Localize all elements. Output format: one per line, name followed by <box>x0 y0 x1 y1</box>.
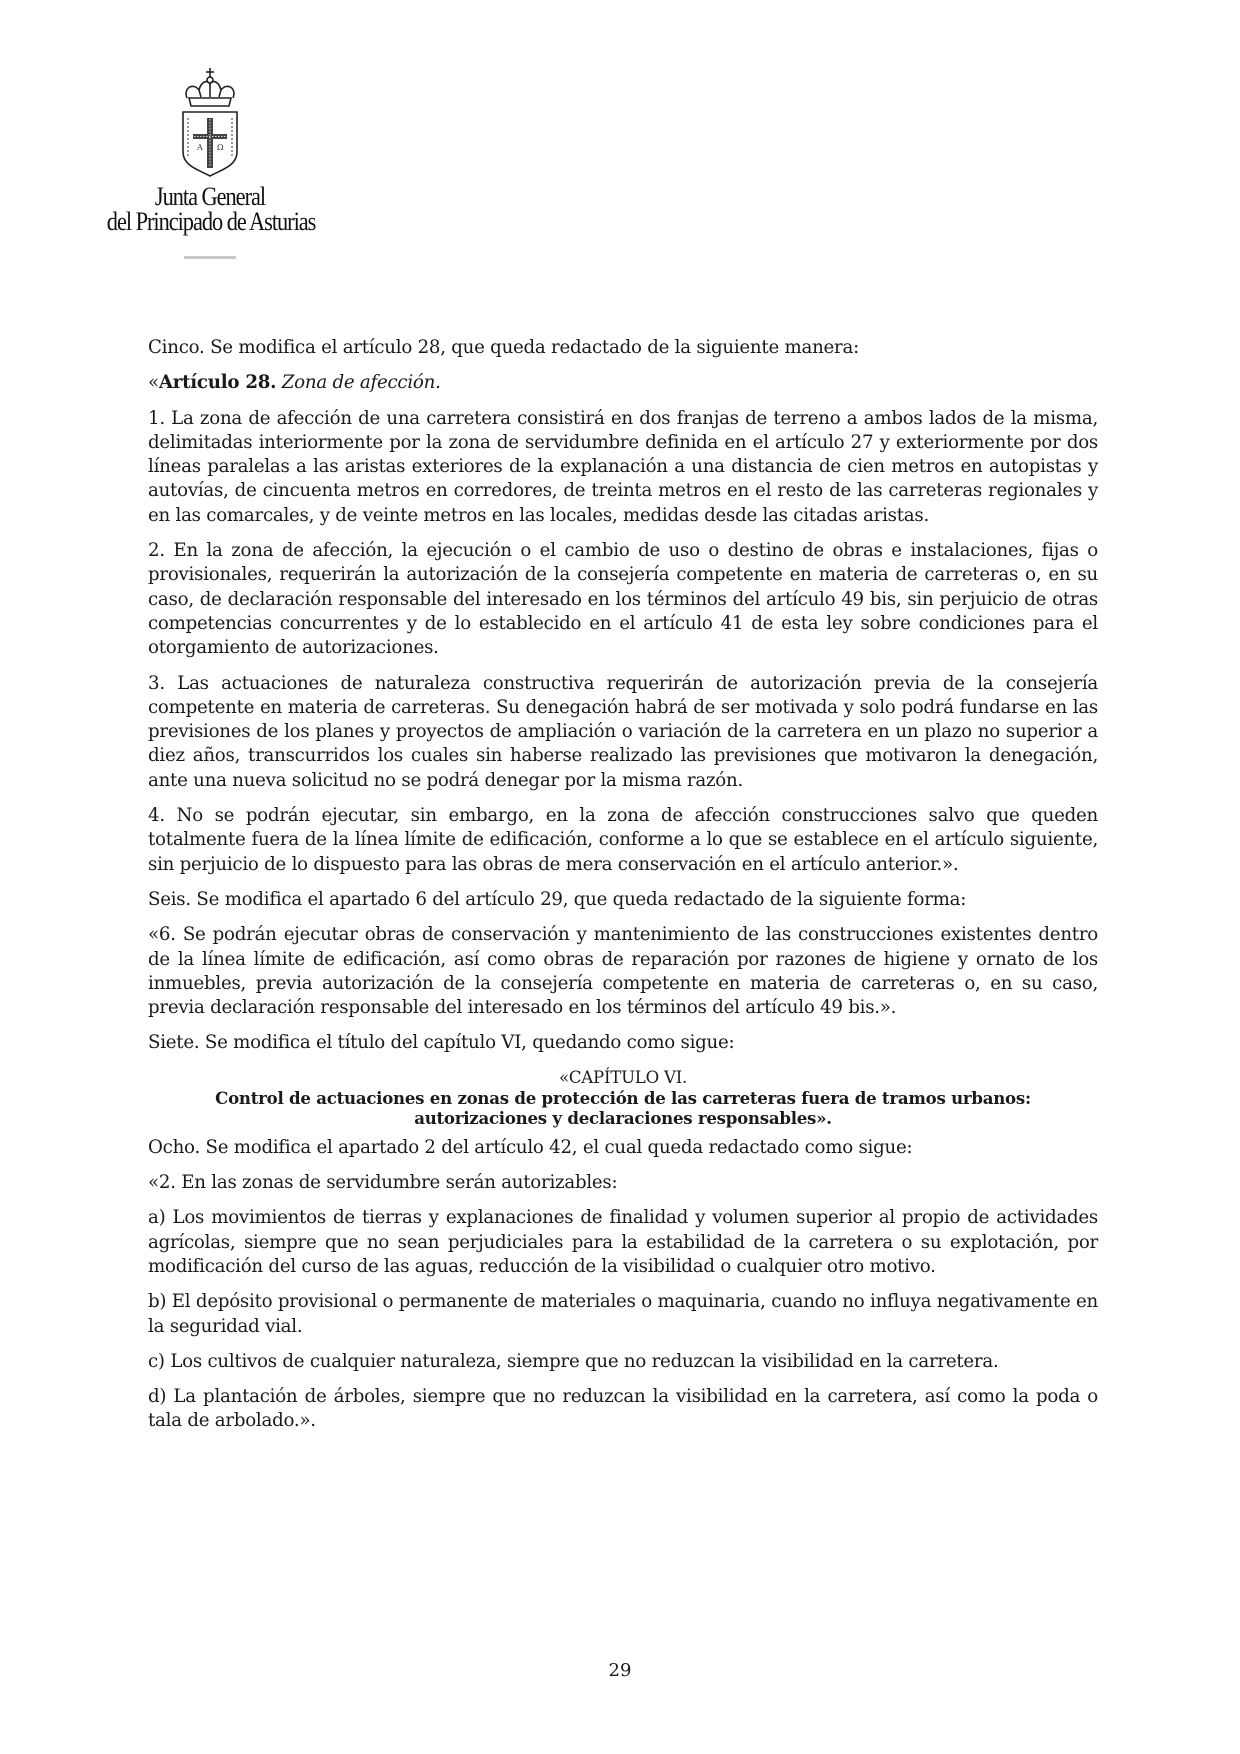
amendment-intro-siete: Siete. Se modifica el título del capítulo VI, quedando como sigue: <box>148 1032 735 1054</box>
institution-name <box>106 182 316 236</box>
page-number: 29 <box>608 1660 632 1681</box>
article-29-paragraph-6: «6. Se podrán ejecutar obras de conservación y mantenimiento de las construcciones existentes dentro de la línea límite de edificación, así como obras de reparación por razones de higiene y ornato de los inmuebles, previa autorización de la consejería competente en materia de carreteras o, en su caso, previa declaración responsable del interesado en los términos del artículo 49 bis.». <box>148 924 1098 1019</box>
chapter-number: «CAPÍTULO VI. <box>558 1067 688 1087</box>
article-28-heading <box>148 371 1098 395</box>
institution-name-line1: Junta General <box>154 182 266 211</box>
chapter-title-line1: Control de actuaciones en zonas de protección de las carreteras fuera de tramos urbanos: <box>215 1087 1031 1108</box>
amendment-intro-cinco: Cinco. Se modifica el artículo 28, que queda redactado de la siguiente manera: <box>148 337 859 358</box>
article-28-subtitle: Zona de afección. <box>281 372 441 394</box>
article-42-item-c: c) Los cultivos de cualquier naturaleza, siempre que no reduzcan la visibilidad en la carretera. <box>148 1350 999 1372</box>
article-42-item-d: d) La plantación de árboles, siempre que no reduzcan la visibilidad en la carretera, así como la poda o tala de arbolado.». <box>148 1386 1098 1432</box>
svg-text:A: A <box>197 143 203 152</box>
amendment-intro-ocho: Ocho. Se modifica el apartado 2 del artículo 42, el cual queda redactado como sigue: <box>148 1136 913 1158</box>
coat-of-arms-icon <box>177 66 243 178</box>
article-42-item-a: a) Los movimientos de tierras y explanaciones de finalidad y volumen superior al propio de actividades agrícolas, siempre que no sean perjudiciales para la estabilidad de la carretera o su explotación, por modificación del curso de las aguas, reducción de la visibilidad o cualquier otro motivo. <box>148 1207 1098 1277</box>
article-28-paragraph-4: 4. No se podrán ejecutar, sin embargo, en la zona de afección construcciones salvo que queden totalmente fuera de la línea límite de edificación, conforme a lo que se establece en el artículo siguiente, sin perjuicio de lo dispuesto para las obras de mera conservación en el artículo anterior.». <box>148 805 1098 875</box>
institution-name-line2: del Principado de Asturias <box>106 207 316 236</box>
article-42-item-b: b) El depósito provisional o permanente de materiales o maquinaria, cuando no influya negativamente en la seguridad vial. <box>148 1291 1098 1337</box>
institution-logo <box>90 66 330 259</box>
open-quote: « <box>148 372 159 394</box>
article-28-paragraph-3: 3. Las actuaciones de naturaleza constructiva requerirán de autorización previa de la consejería competente en materia de carreteras. Su denegación habrá de ser motivada y solo podrá fundarse en las previsiones de los planes y proyectos de ampliación o variación de la carretera en un plazo no superior a diez años, transcurridos los cuales sin haberse realizado las previsiones que motivaron la denegación, ante una nueva solicitud no se podrá denegar por la misma razón. <box>148 672 1098 791</box>
amendment-intro-seis: Seis. Se modifica el apartado 6 del artículo 29, que queda redactado de la siguiente forma: <box>148 888 967 910</box>
article-42-paragraph-2: «2. En las zonas de servidumbre serán autorizables: <box>148 1172 618 1194</box>
svg-text:Ω: Ω <box>217 143 224 152</box>
article-28-paragraph-1: 1. La zona de afección de una carretera consistirá en dos franjas de terreno a ambos lados de la misma, delimitadas interiormente por la zona de servidumbre definida en el artículo 27 y exteriormente por dos líneas paralelas a las aristas exteriores de la explanación a una distancia de cien metros en autopistas y autovías, de cincuenta metros en corredores, de treinta metros en el resto de las carreteras regionales y en las comarcales, y de veinte metros en las locales, medidas desde las citadas aristas. <box>148 407 1098 526</box>
chapter-title-line2: autorizaciones y declaraciones responsables». <box>414 1107 832 1128</box>
chapter-heading <box>148 1068 1098 1128</box>
document-body <box>148 336 1098 1445</box>
article-28-title: Artículo 28. <box>158 372 277 394</box>
header-divider <box>184 256 236 259</box>
article-28-paragraph-2: 2. En la zona de afección, la ejecución o el cambio de uso o destino de obras e instalaciones, fijas o provisionales, requerirán la autorización de la consejería competente en materia de carreteras o, en su caso, de declaración responsable del interesado en los términos del artículo 49 bis, sin perjuicio de otras competencias concurrentes y de lo establecido en el artículo 41 de esta ley sobre condiciones para el otorgamiento de autorizaciones. <box>148 540 1098 659</box>
